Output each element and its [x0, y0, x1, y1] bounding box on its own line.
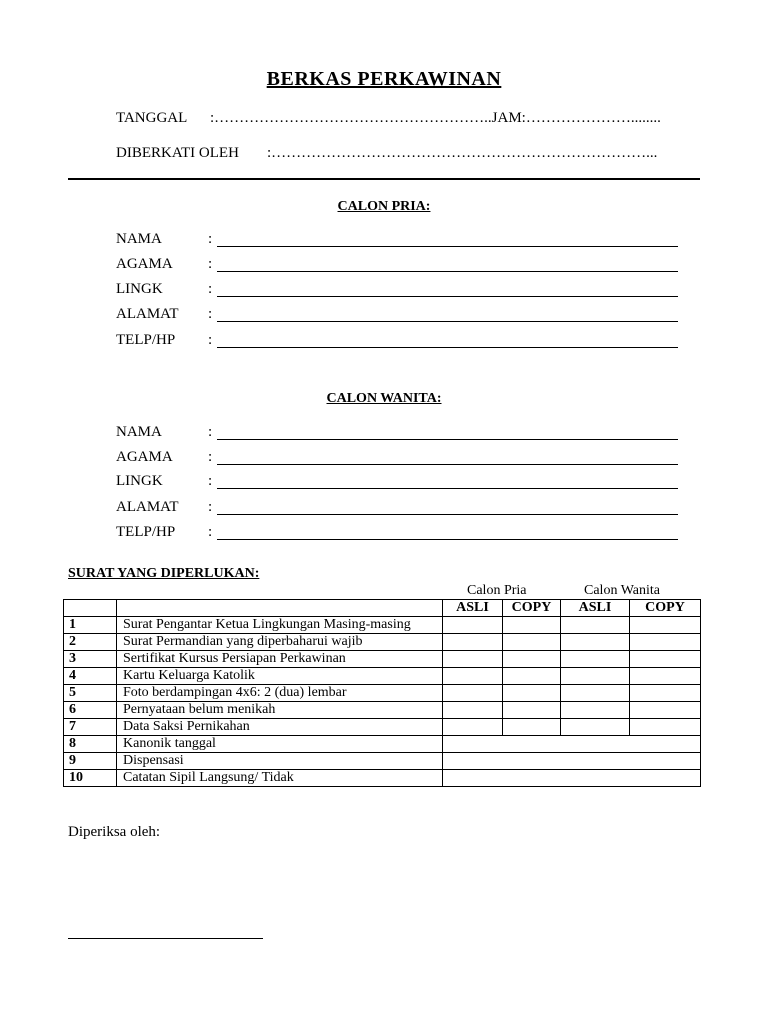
check-cell[interactable] [503, 702, 561, 719]
table-row [64, 736, 701, 753]
check-cell[interactable] [561, 617, 630, 634]
signature-line[interactable] [68, 938, 263, 939]
row-item: Surat Permandian yang diperbaharui wajib [117, 634, 443, 651]
colon: : [208, 281, 213, 297]
table-row [64, 634, 701, 651]
check-cell[interactable] [443, 685, 503, 702]
fill-line [217, 347, 678, 348]
check-cell[interactable] [443, 634, 503, 651]
fill-line [217, 271, 678, 272]
row-item: Kanonik tanggal [117, 736, 443, 753]
table-row [64, 617, 701, 634]
row-number: 4 [64, 668, 117, 685]
merged-cell[interactable] [443, 770, 701, 787]
row-item: Data Saksi Pernikahan [117, 719, 443, 736]
table-row [64, 719, 701, 736]
check-cell[interactable] [630, 685, 701, 702]
row-item: Surat Pengantar Ketua Lingkungan Masing-masing [117, 617, 443, 634]
table-header-row [64, 600, 701, 617]
calon-pria-heading: CALON PRIA: [337, 199, 431, 214]
group-calon-pria: Calon Pria [467, 583, 527, 598]
fill-line [217, 488, 678, 489]
requirements-heading: SURAT YANG DIPERLUKAN: [68, 566, 260, 581]
group-calon-wanita: Calon Wanita [584, 583, 660, 598]
pria-telp-field[interactable] [208, 332, 678, 349]
row-item: Sertifikat Kursus Persiapan Perkawinan [117, 651, 443, 668]
row-item: Dispensasi [117, 753, 443, 770]
check-cell[interactable] [443, 651, 503, 668]
header-divider [68, 178, 700, 180]
row-number: 8 [64, 736, 117, 753]
check-cell[interactable] [503, 617, 561, 634]
colon: : [208, 473, 213, 489]
fill-line [217, 321, 678, 322]
pria-agama-label: AGAMA [116, 256, 173, 272]
check-cell[interactable] [503, 668, 561, 685]
row-number: 3 [64, 651, 117, 668]
pria-alamat-field[interactable] [208, 306, 678, 323]
check-cell[interactable] [443, 702, 503, 719]
check-cell[interactable] [503, 719, 561, 736]
check-cell[interactable] [561, 702, 630, 719]
table-row [64, 770, 701, 787]
pria-telp-label: TELP/HP [116, 332, 176, 348]
header-pria-asli: ASLI [443, 600, 503, 617]
diberkati-field[interactable]: :…………………………………………………………………... [267, 145, 658, 161]
check-cell[interactable] [503, 651, 561, 668]
check-cell[interactable] [630, 719, 701, 736]
pria-agama-field[interactable] [208, 256, 678, 273]
calon-wanita-heading: CALON WANITA: [326, 391, 442, 406]
pria-nama-field[interactable] [208, 231, 678, 248]
check-cell[interactable] [630, 668, 701, 685]
table-row [64, 685, 701, 702]
header-item-cell [117, 600, 443, 617]
check-cell[interactable] [503, 634, 561, 651]
fill-line [217, 464, 678, 465]
colon: : [208, 499, 213, 515]
wanita-alamat-label: ALAMAT [116, 499, 179, 515]
colon: : [208, 306, 213, 322]
check-cell[interactable] [443, 719, 503, 736]
fill-line [217, 514, 678, 515]
table-row [64, 668, 701, 685]
tanggal-label: TANGGAL [116, 110, 188, 126]
row-number: 6 [64, 702, 117, 719]
pria-lingk-label: LINGK [116, 281, 163, 297]
diberkati-label: DIBERKATI OLEH [116, 145, 239, 161]
check-cell[interactable] [561, 634, 630, 651]
row-item: Catatan Sipil Langsung/ Tidak [117, 770, 443, 787]
table-row [64, 702, 701, 719]
check-cell[interactable] [561, 685, 630, 702]
wanita-nama-label: NAMA [116, 424, 162, 440]
pria-alamat-label: ALAMAT [116, 306, 179, 322]
header-wanita-copy: COPY [630, 600, 701, 617]
document-title: BERKAS PERKAWINAN [266, 68, 502, 90]
wanita-telp-label: TELP/HP [116, 524, 176, 540]
colon: : [208, 424, 213, 440]
merged-cell[interactable] [443, 736, 701, 753]
header-wanita-asli: ASLI [561, 600, 630, 617]
row-number: 9 [64, 753, 117, 770]
check-cell[interactable] [443, 668, 503, 685]
wanita-agama-field[interactable] [208, 449, 678, 466]
wanita-alamat-field[interactable] [208, 499, 678, 516]
check-cell[interactable] [630, 634, 701, 651]
table-row [64, 753, 701, 770]
colon: : [208, 231, 213, 247]
row-number: 10 [64, 770, 117, 787]
fill-line [217, 296, 678, 297]
row-item: Foto berdampingan 4x6: 2 (dua) lembar [117, 685, 443, 702]
check-cell[interactable] [561, 719, 630, 736]
checked-by-label: Diperiksa oleh: [68, 824, 161, 840]
row-item: Kartu Keluarga Katolik [117, 668, 443, 685]
wanita-nama-field[interactable] [208, 424, 678, 441]
check-cell[interactable] [630, 651, 701, 668]
colon: : [208, 524, 213, 540]
requirements-table [63, 599, 701, 787]
fill-line [217, 439, 678, 440]
colon: : [208, 256, 213, 272]
row-number: 7 [64, 719, 117, 736]
row-number: 1 [64, 617, 117, 634]
check-cell[interactable] [561, 668, 630, 685]
wanita-lingk-field[interactable] [208, 473, 678, 490]
check-cell[interactable] [561, 651, 630, 668]
header-no-cell [64, 600, 117, 617]
colon: : [208, 449, 213, 465]
pria-nama-label: NAMA [116, 231, 162, 247]
row-number: 5 [64, 685, 117, 702]
wanita-telp-field[interactable] [208, 524, 678, 541]
check-cell[interactable] [443, 617, 503, 634]
row-item: Pernyataan belum menikah [117, 702, 443, 719]
row-number: 2 [64, 634, 117, 651]
check-cell[interactable] [630, 617, 701, 634]
pria-lingk-field[interactable] [208, 281, 678, 298]
wanita-agama-label: AGAMA [116, 449, 173, 465]
colon: : [208, 332, 213, 348]
fill-line [217, 539, 678, 540]
check-cell[interactable] [503, 685, 561, 702]
wanita-lingk-label: LINGK [116, 473, 163, 489]
fill-line [217, 246, 678, 247]
merged-cell[interactable] [443, 753, 701, 770]
table-row [64, 651, 701, 668]
check-cell[interactable] [630, 702, 701, 719]
header-pria-copy: COPY [503, 600, 561, 617]
tanggal-jam-field[interactable]: :………………………………………………..JAM:…………………........ [210, 110, 661, 126]
